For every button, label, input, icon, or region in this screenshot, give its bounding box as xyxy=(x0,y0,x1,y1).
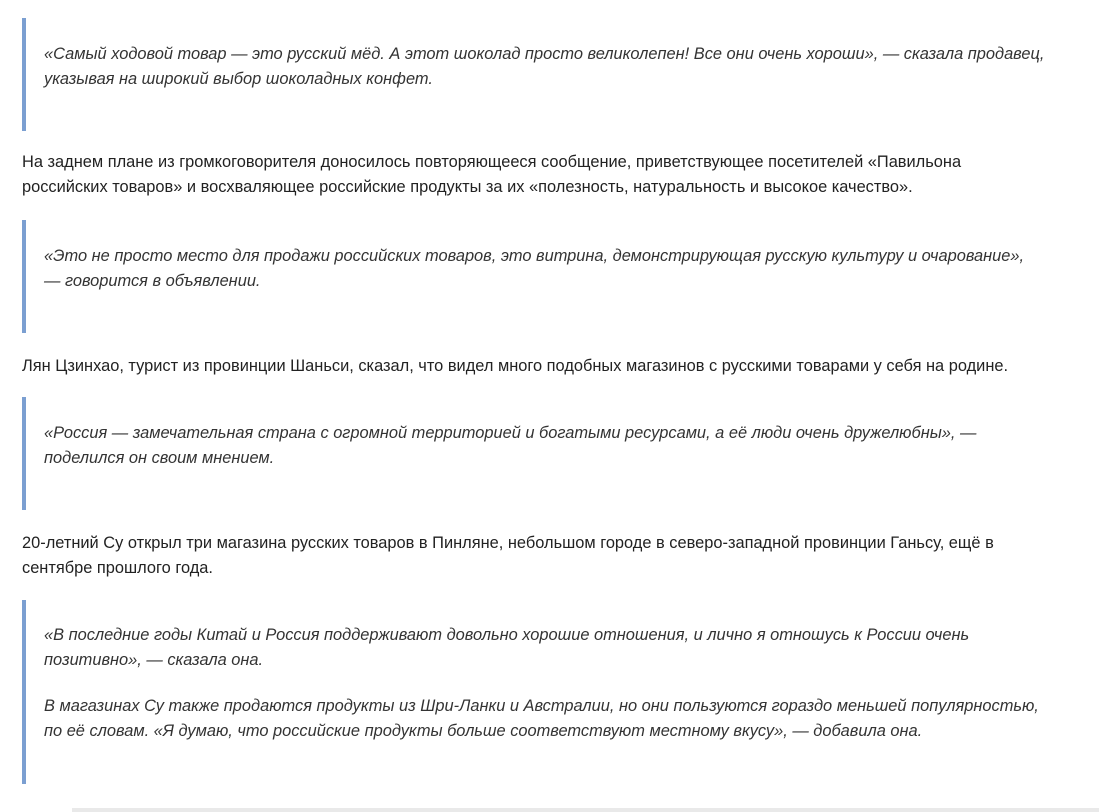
blockquote-tourist-opinion xyxy=(22,397,1099,510)
quote-line: «Россия — замечательная страна с огромной территорией и богатыми ресурсами, а её люди очень дружелюбны», — xyxy=(44,424,977,442)
paragraph-su-shops xyxy=(22,531,994,581)
quote-line: «В последние годы Китай и Россия поддерживают довольно хорошие отношения, и лично я отношусь к России очень xyxy=(44,626,970,644)
quote-line: указывая на широкий выбор шоколадных конфет. xyxy=(44,70,433,88)
paragraph-loudspeaker xyxy=(22,150,961,200)
horizontal-scrollbar[interactable] xyxy=(72,808,1099,812)
quote-text xyxy=(44,18,1095,92)
blockquote-announcement xyxy=(22,220,1099,333)
quote-text xyxy=(44,220,1095,294)
blockquote-seller xyxy=(22,18,1099,131)
quote-line: «Это не просто место для продажи российских товаров, это витрина, демонстрирующая русскую культуру и очарование», xyxy=(44,247,1025,265)
quote-text xyxy=(44,694,1095,744)
paragraph-line: российских товаров» и восхваляющее российские продукты за их «полезность, натуральность и высокое качество». xyxy=(22,178,913,196)
quote-text xyxy=(44,600,1095,673)
blockquote-su xyxy=(22,600,1099,784)
quote-line: позитивно», — сказала она. xyxy=(44,651,264,669)
quote-line: «Самый ходовой товар — это русский мёд. А этот шоколад просто великолепен! Все они очень хороши», — сказала продавец, xyxy=(44,45,1045,63)
quote-line: — говорится в объявлении. xyxy=(44,272,261,290)
paragraph-line: сентябре прошлого года. xyxy=(22,559,213,577)
paragraph-line: На заднем плане из громкоговорителя доносилось повторяющееся сообщение, приветствующее посетителей «Павильона xyxy=(22,153,962,171)
quote-text xyxy=(44,397,1095,471)
paragraph-line: 20-летний Су открыл три магазина русских товаров в Пинляне, небольшом городе в северо-западной провинции Ганьсу, ещё в xyxy=(22,534,994,552)
paragraph-tourist xyxy=(22,354,1008,379)
paragraph-line: Лян Цзинхао, турист из провинции Шаньси, сказал, что видел много подобных магазинов с русскими товарами у себя на родине. xyxy=(22,357,1009,375)
quote-line: поделился он своим мнением. xyxy=(44,449,275,467)
quote-line: по её словам. «Я думаю, что российские продукты больше соответствуют местному вкусу», — добавила она. xyxy=(44,722,923,740)
quote-line: В магазинах Су также продаются продукты из Шри-Ланки и Австралии, но они пользуются гораздо меньшей популярностью, xyxy=(44,697,1039,715)
